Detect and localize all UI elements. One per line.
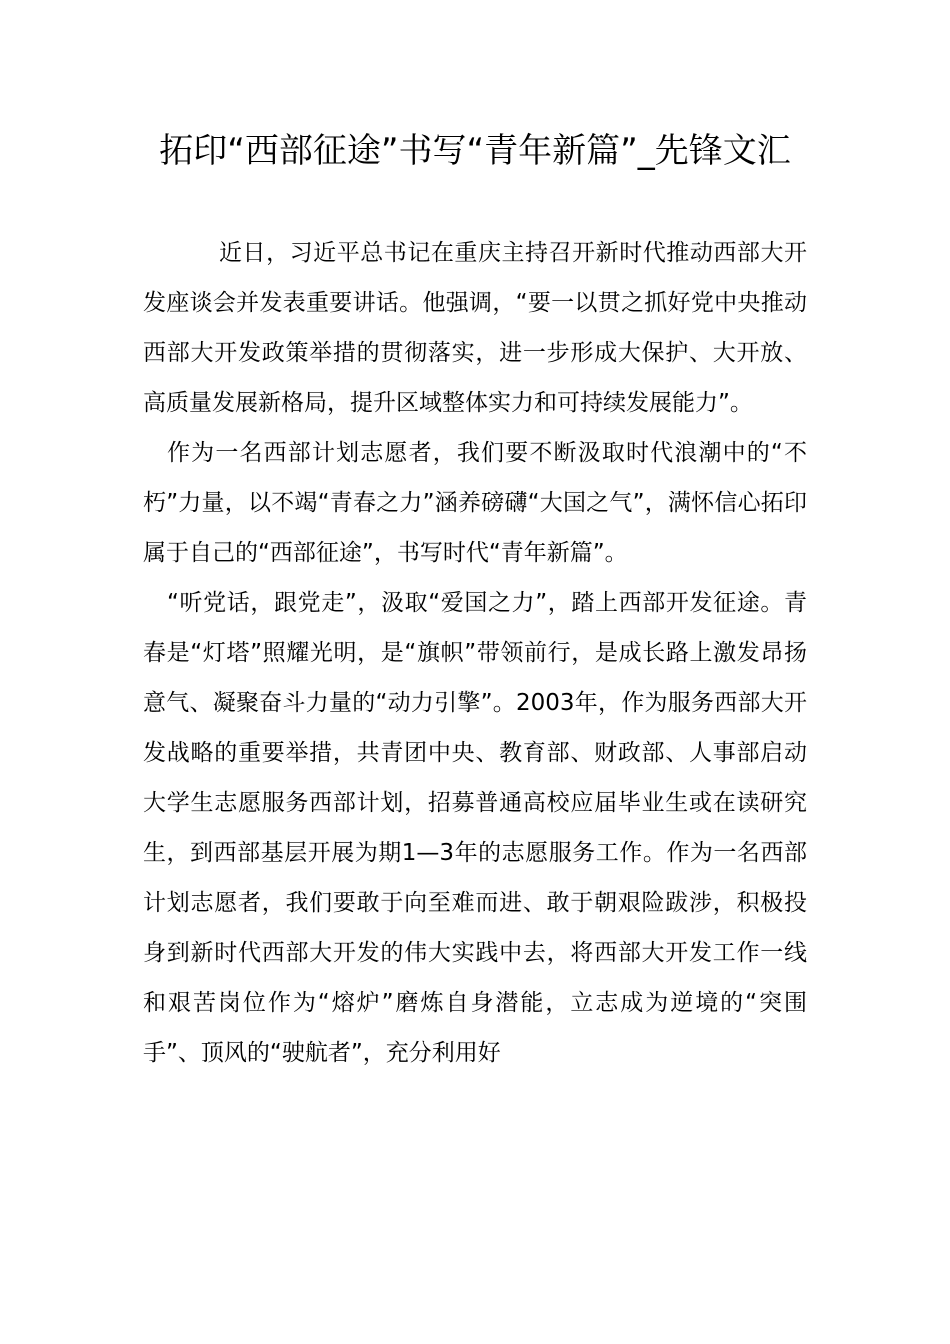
document-body (143, 228, 807, 1078)
paragraph-1: 近日，习近平总书记在重庆主持召开新时代推动西部大开发座谈会并发表重要讲话。他强调，“要一以贯之抓好党中央推动西部大开发政策举措的贯彻落实，进一步形成大保护、大开放、高质量发展新格局，提升区域整体实力和可持续发展能力”。 (143, 240, 807, 416)
paragraph-3: “听党话，跟党走”，汲取“爱国之力”，踏上西部开发征途。青春是“灯塔”照耀光明，是“旗帜”带领前行，是成长路上激发昂扬意气、凝聚奋斗力量的“动力引擎”。2003年，作为服务西部大开发战略的重要举措，共青团中央、教育部、财政部、人事部启动大学生志愿服务西部计划，招募普通高校应届毕业生或在读研究生，到西部基层开展为期1—3年的志愿服务工作。作为一名西部计划志愿者，我们要敢于向至难而进、敢于朝艰险跋涉，积极投身到新时代西部大开发的伟大实践中去，将西部大开发工作一线和艰苦岗位作为“熔炉”磨炼自身潜能，立志成为逆境的“突围手”、顶风的“驶航者”，充分利用好 (143, 590, 807, 1066)
paragraph-2: 作为一名西部计划志愿者，我们要不断汲取时代浪潮中的“不朽”力量，以不竭“青春之力”涵养磅礴“大国之气”，满怀信心拓印属于自己的“西部征途”，书写时代“青年新篇”。 (143, 440, 807, 566)
document-title: 拓印“西部征途”书写“青年新篇”_先锋文汇 (159, 131, 791, 171)
